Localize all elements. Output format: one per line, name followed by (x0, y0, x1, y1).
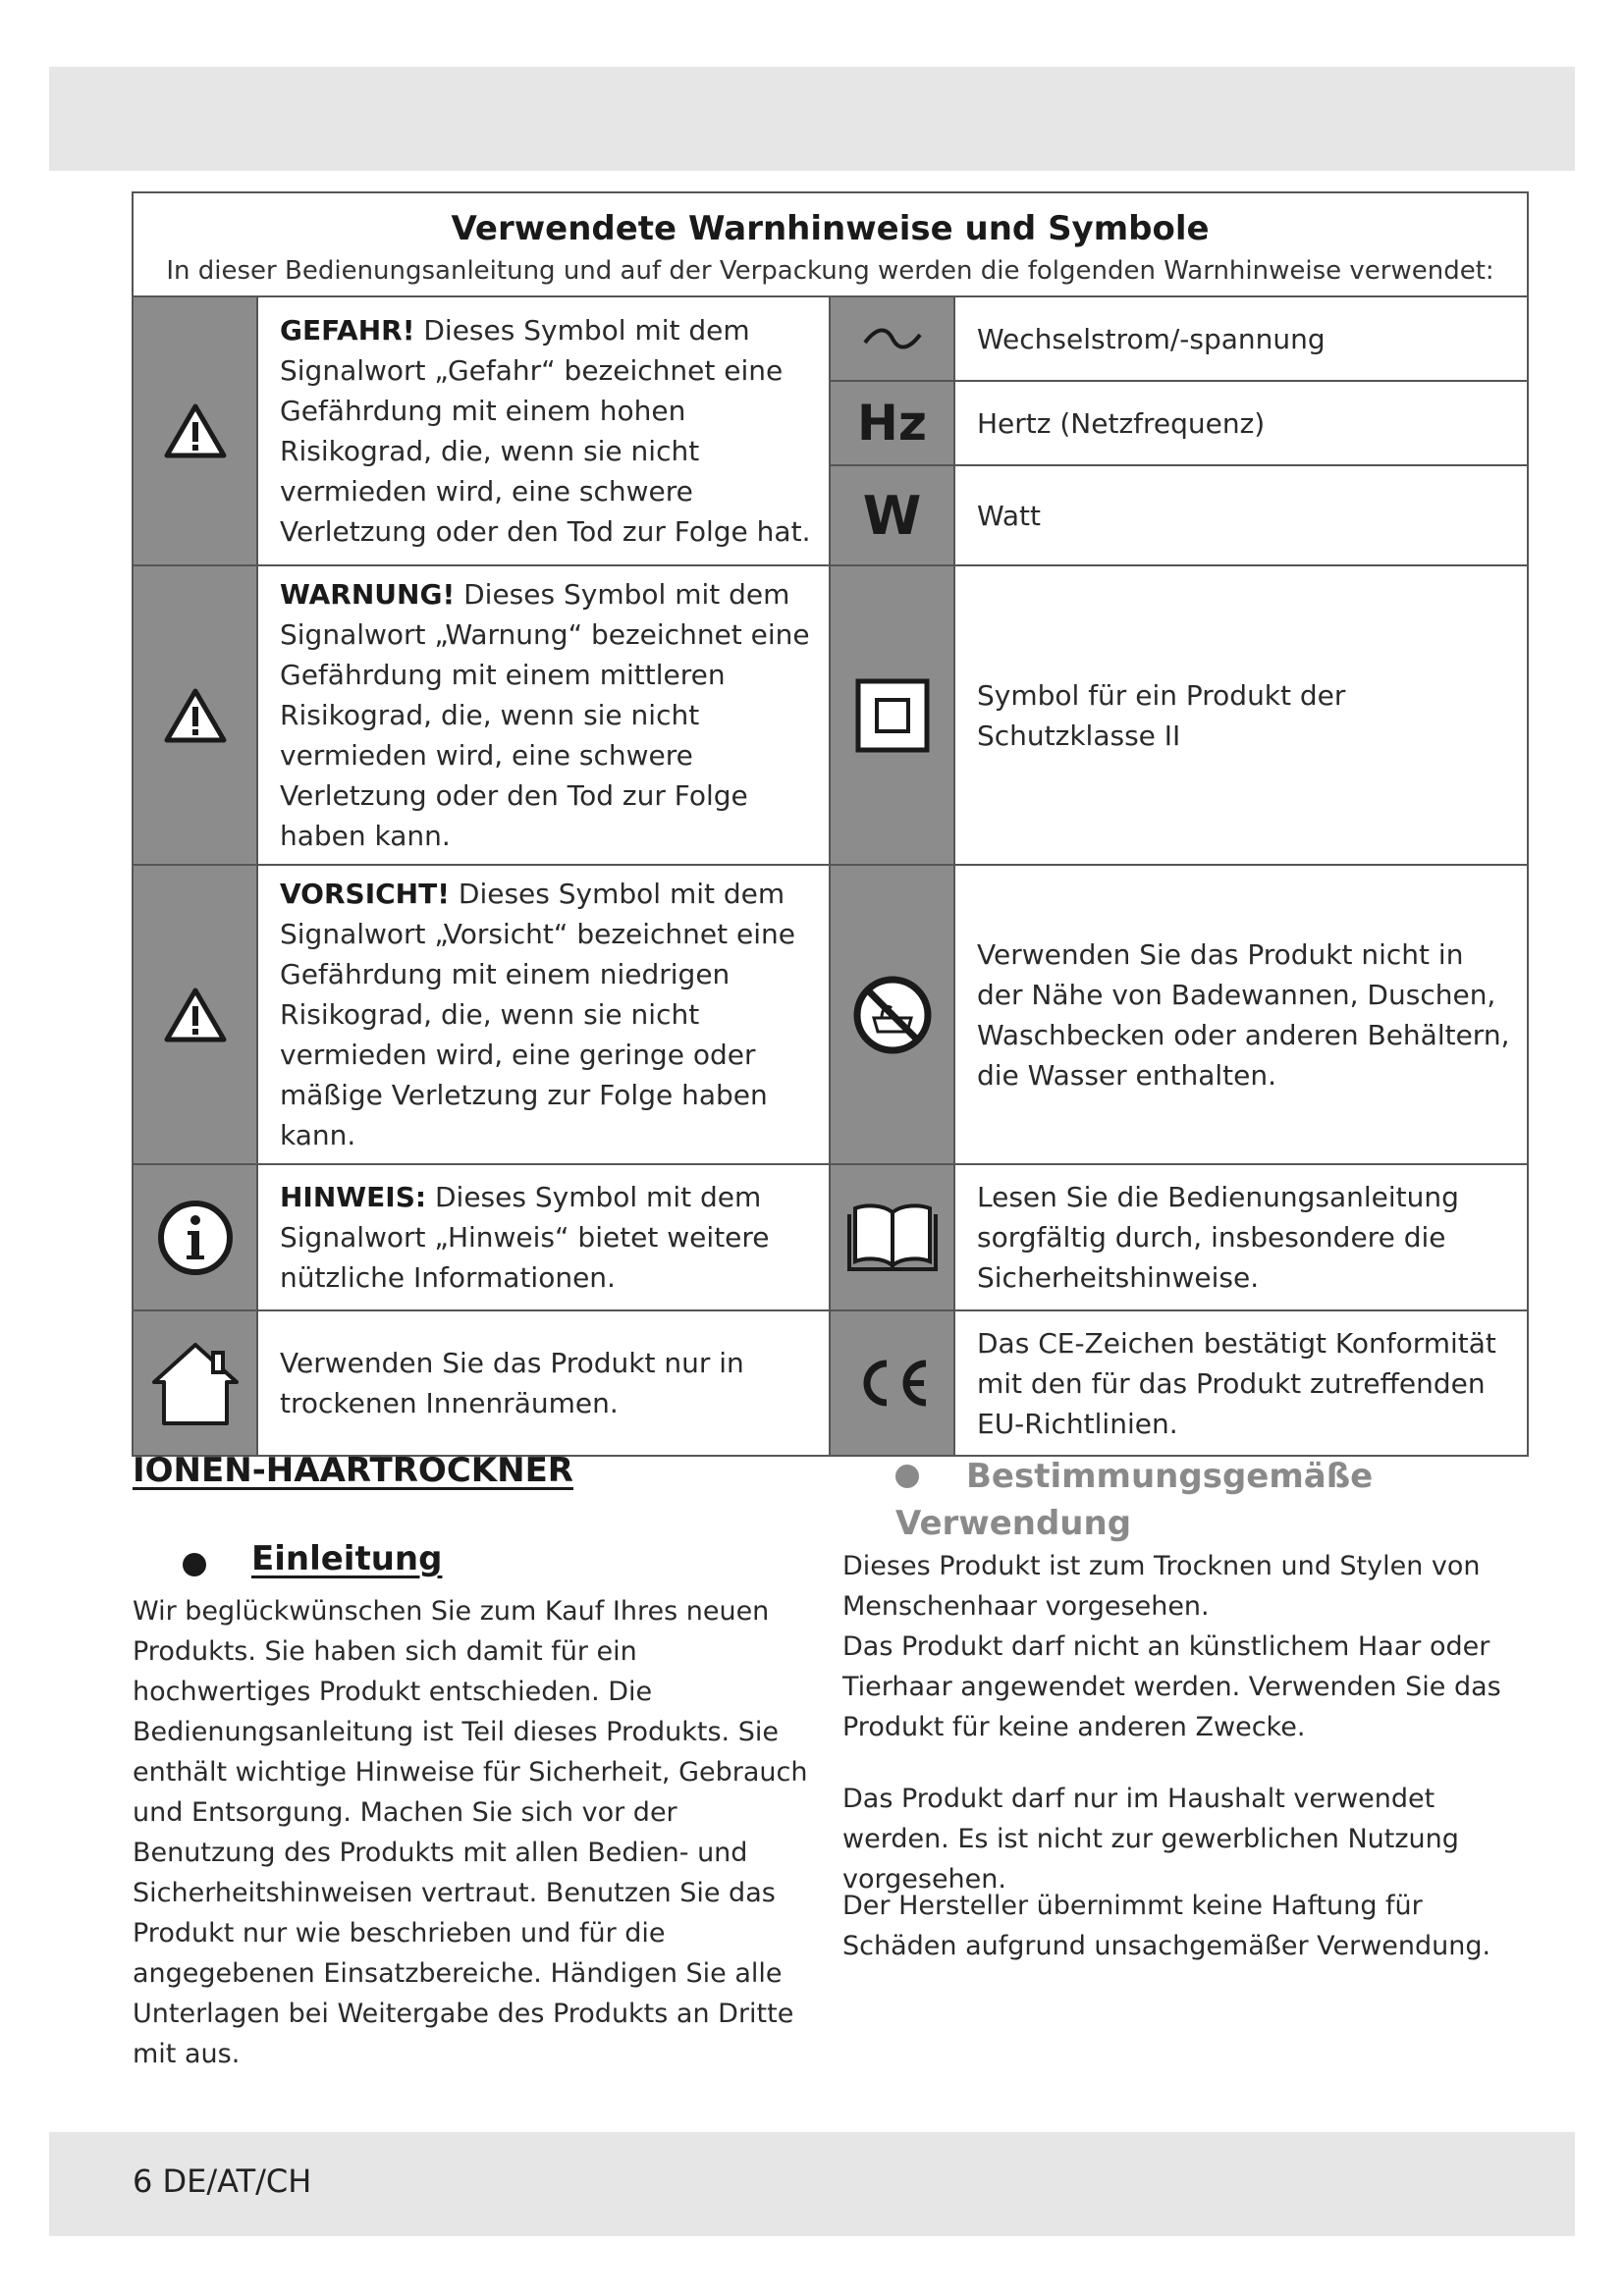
warning-triangle-icon (133, 296, 257, 565)
info-icon (133, 1164, 257, 1310)
warning-triangle-icon (133, 865, 257, 1164)
manual-book-icon (830, 1164, 954, 1310)
no-bathtub-icon (830, 865, 954, 1164)
table-title: Verwendete Warnhinweise und Symbole (451, 209, 1210, 248)
danger-description: GEFAHR! Dieses Symbol mit dem Signalwort „Gefahr“ bezeichnet eine Gefährdung mit einem hohen Risikograd, die, wenn sie nicht vermieden wird, eine schwere Verletzung oder den Tod zur Folge hat. (257, 296, 830, 565)
manual-description: Lesen Sie die Bedienungsanleitung sorgfältig durch, insbesondere die Sicherheitshinweise. (954, 1164, 1528, 1310)
watt-description: Watt (954, 465, 1528, 565)
intended-use-p1: Dieses Produkt ist zum Trocknen und Stylen von Menschenhaar vorgesehen. (842, 1551, 1481, 1622)
ce-mark-icon (830, 1310, 954, 1456)
house-icon (133, 1310, 257, 1456)
indoor-use-description: Verwenden Sie das Produkt nur in trockenen Innenräumen. (257, 1310, 830, 1456)
note-description: HINWEIS: Dieses Symbol mit dem Signalwort „Hinweis“ bietet weitere nützliche Informationen. (257, 1164, 830, 1310)
hertz-icon: Hz (830, 381, 954, 465)
page-number: 6 DE/AT/CH (133, 2163, 312, 2200)
warning-triangle-icon (133, 565, 257, 865)
ce-description: Das CE-Zeichen bestätigt Konformität mit den für das Produkt zutreffenden EU-Richtlinien. (954, 1310, 1528, 1456)
hertz-description: Hertz (Netzfrequenz) (954, 381, 1528, 465)
section-title-introduction: Einleitung (251, 1539, 443, 1578)
intended-use-p4: Der Hersteller übernimmt keine Haftung für Schäden aufgrund unsachgemäßer Verwendung. (842, 1891, 1491, 1961)
ac-description: Wechselstrom/-spannung (954, 296, 1528, 381)
bullet-icon (183, 1553, 206, 1576)
header-band (49, 67, 1575, 171)
alternating-current-icon (830, 296, 954, 381)
section-title-intended-use: Bestimmungsgemäße Verwendung (895, 1457, 1374, 1543)
bathtub-description: Verwenden Sie das Produkt nicht in der Nähe von Badewannen, Duschen, Waschbecken oder anderen Behältern, die Wasser enthalten. (954, 865, 1528, 1164)
watt-icon: W (830, 465, 954, 565)
warning-description: WARNUNG! Dieses Symbol mit dem Signalwort „Warnung“ bezeichnet eine Gefährdung mit einem mittleren Risikograd, die, wenn sie nicht vermieden wird, eine schwere Verletzung oder den Tod zur Folge haben kann. (257, 565, 830, 865)
protection-class-description: Symbol für ein Produkt der Schutzklasse II (954, 565, 1528, 865)
product-heading: IONEN-HAARTROCKNER (133, 1451, 573, 1490)
protection-class-ii-icon (830, 565, 954, 865)
intended-use-p3: Das Produkt darf nur im Haushalt verwendet werden. Es ist nicht zur gewerblichen Nutzung vorgesehen. (842, 1784, 1459, 1895)
warning-symbols-table (132, 191, 1529, 1457)
caution-description: VORSICHT! Dieses Symbol mit dem Signalwort „Vorsicht“ bezeichnet eine Gefährdung mit einem niedrigen Risikograd, die, wenn sie nicht vermieden wird, eine geringe oder mäßige Verletzung zur Folge haben kann. (257, 865, 830, 1164)
introduction-text: Wir beglückwünschen Sie zum Kauf Ihres neuen Produkts. Sie haben sich damit für ein hochwertiges Produkt entschieden. Die Bedienungsanleitung ist Teil dieses Produkts. Sie enthält wichtige Hinweise für Sicherheit, Gebrauch und Entsorgung. Machen Sie sich vor der Benutzung des Produkts mit allen Bedien- und Sicherheitshinweisen vertraut. Benutzen Sie das Produkt nur wie beschrieben und für die angegebenen Einsatzbereiche. Händigen Sie alle Unterlagen bei Weitergabe des Produkts an Dritte mit aus. (133, 1596, 808, 2069)
intended-use-p2: Das Produkt darf nicht an künstlichem Haar oder Tierhaar angewendet werden. Verwenden Sie das Produkt für keine anderen Zwecke. (842, 1631, 1501, 1742)
table-header (133, 192, 1528, 296)
table-subtitle: In dieser Bedienungsanleitung und auf der Verpackung werden die folgenden Warnhinweise verwendet: (166, 256, 1494, 286)
